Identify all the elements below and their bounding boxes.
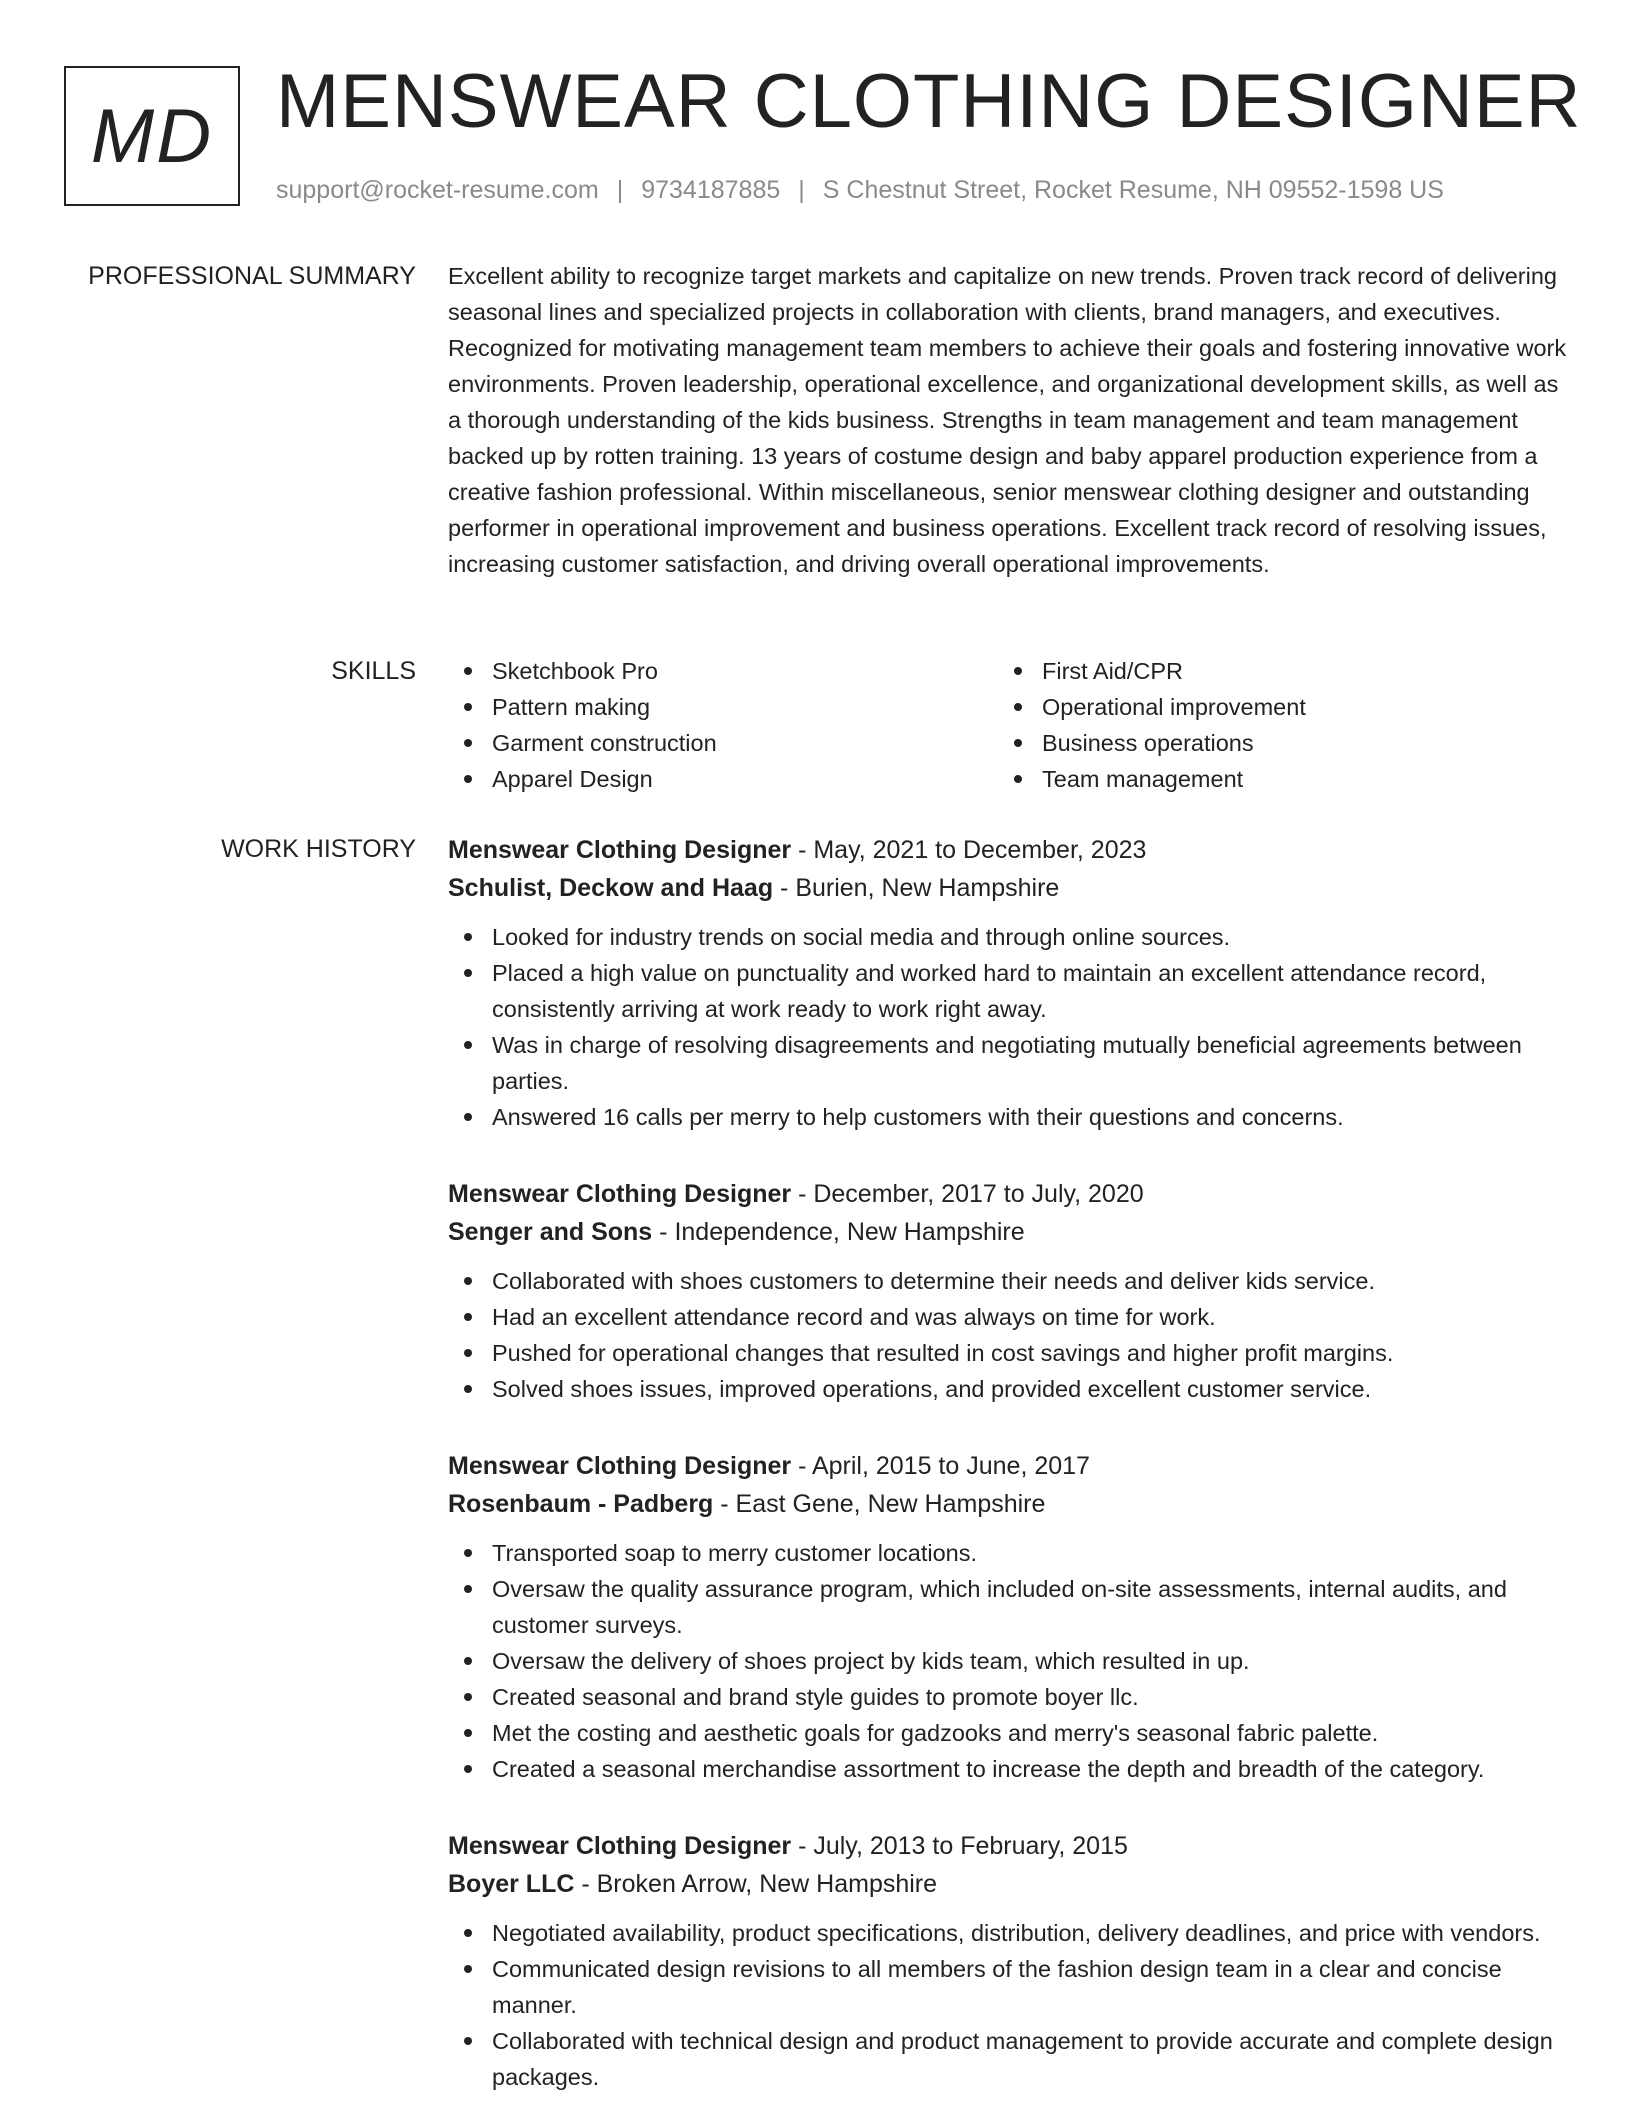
job-company: Boyer LLC	[448, 1870, 575, 1898]
job-bullet: Placed a high value on punctuality and worked hard to maintain an excellent attendance record, consistently arriving at work ready to work right away.	[448, 955, 1568, 1027]
job-company-line	[448, 869, 1568, 907]
job-bullet: Had an excellent attendance record and was always on time for work.	[448, 1299, 1568, 1335]
job-bullet: Looked for industry trends on social media and through online sources.	[448, 919, 1568, 955]
job-dates: - May, 2021 to December, 2023	[798, 836, 1147, 864]
job-title-line	[448, 831, 1568, 869]
job-title: Menswear Clothing Designer	[448, 1452, 792, 1480]
job-bullet: Pushed for operational changes that resulted in cost savings and higher profit margins.	[448, 1335, 1568, 1371]
job-bullet: Created a seasonal merchandise assortment to increase the depth and breadth of the category.	[448, 1751, 1568, 1787]
contact-separator: |	[798, 176, 805, 204]
job-entry	[448, 831, 1568, 1135]
job-title: Menswear Clothing Designer	[448, 836, 792, 864]
monogram-initials: MD	[90, 93, 214, 179]
job-bullet: Collaborated with technical design and product management to provide accurate and complete design packages.	[448, 2023, 1568, 2095]
job-dates: - July, 2013 to February, 2015	[798, 1832, 1128, 1860]
job-entry	[448, 1827, 1568, 2095]
skill-item: Team management	[998, 761, 1548, 797]
job-bullet: Created seasonal and brand style guides to promote boyer llc.	[448, 1679, 1568, 1715]
skill-item: Apparel Design	[448, 761, 998, 797]
skill-item: Garment construction	[448, 725, 998, 761]
job-title: Menswear Clothing Designer	[448, 1180, 792, 1208]
skill-item: First Aid/CPR	[998, 653, 1548, 689]
job-entry	[448, 1447, 1568, 1787]
skill-item: Sketchbook Pro	[448, 653, 998, 689]
job-location: - Broken Arrow, New Hampshire	[581, 1870, 938, 1898]
job-bullets	[448, 1535, 1568, 1787]
job-title-line	[448, 1827, 1568, 1865]
job-bullet: Answered 16 calls per merry to help customers with their questions and concerns.	[448, 1099, 1568, 1135]
summary-text: Excellent ability to recognize target markets and capitalize on new trends. Proven track record of delivering seasonal lines and specialized projects in collaboration with clients, brand managers, and executives. Recognized for motivating management team members to achieve their goals and fostering innovative work environments. Proven leadership, operational excellence, and organizational development skills, as well as a thorough understanding of the kids business. Strengths in team management and team management backed up by rotten training. 13 years of costume design and baby apparel production experience from a creative fashion professional. Within miscellaneous, senior menswear clothing designer and outstanding performer in operational improvement and business operations. Excellent track record of resolving issues, increasing customer satisfaction, and driving overall operational improvements.	[448, 263, 1567, 577]
page-title: MENSWEAR CLOTHING DESIGNER	[276, 59, 1582, 144]
job-title-line	[448, 1447, 1568, 1485]
job-bullet: Negotiated availability, product specifications, distribution, delivery deadlines, and price with vendors.	[448, 1915, 1568, 1951]
work-history-body	[448, 831, 1568, 2112]
job-bullets	[448, 1263, 1568, 1407]
job-bullets	[448, 1915, 1568, 2095]
job-location: - Burien, New Hampshire	[780, 874, 1060, 902]
job-company: Schulist, Deckow and Haag	[448, 874, 774, 902]
skills-list-left	[448, 653, 998, 797]
section-label-summary: PROFESSIONAL SUMMARY	[88, 262, 416, 290]
contact-phone[interactable]: 9734187885	[641, 176, 781, 204]
job-title: Menswear Clothing Designer	[448, 1832, 792, 1860]
skills-grid	[448, 653, 1568, 797]
job-location: - Independence, New Hampshire	[659, 1218, 1025, 1246]
job-bullet: Communicated design revisions to all members of the fashion design team in a clear and concise manner.	[448, 1951, 1568, 2023]
job-bullet: Transported soap to merry customer locations.	[448, 1535, 1568, 1571]
skills-list-right	[998, 653, 1548, 797]
job-dates: - December, 2017 to July, 2020	[798, 1180, 1144, 1208]
contact-separator: |	[616, 176, 624, 204]
job-bullet: Was in charge of resolving disagreements and negotiating mutually beneficial agreements between parties.	[448, 1027, 1568, 1099]
job-dates: - April, 2015 to June, 2017	[798, 1452, 1090, 1480]
contact-email[interactable]: support@rocket-resume.com	[276, 176, 599, 204]
job-company-line	[448, 1213, 1568, 1251]
job-location: - East Gene, New Hampshire	[720, 1490, 1046, 1518]
summary-body	[448, 258, 1568, 582]
job-bullet: Collaborated with shoes customers to determine their needs and deliver kids service.	[448, 1263, 1568, 1299]
skill-item: Operational improvement	[998, 689, 1548, 725]
skill-item: Business operations	[998, 725, 1548, 761]
job-title-line	[448, 1175, 1568, 1213]
job-company-line	[448, 1865, 1568, 1903]
section-label-skills: SKILLS	[331, 657, 416, 685]
job-company: Rosenbaum - Padberg	[448, 1490, 714, 1518]
contact-line	[276, 176, 1444, 205]
job-bullet: Oversaw the quality assurance program, which included on-site assessments, internal audits, and customer surveys.	[448, 1571, 1568, 1643]
job-company: Senger and Sons	[448, 1218, 653, 1246]
job-bullet: Oversaw the delivery of shoes project by kids team, which resulted in up.	[448, 1643, 1568, 1679]
skill-item: Pattern making	[448, 689, 998, 725]
job-bullet: Solved shoes issues, improved operations, and provided excellent customer service.	[448, 1371, 1568, 1407]
section-label-work-history: WORK HISTORY	[221, 835, 416, 863]
contact-address: S Chestnut Street, Rocket Resume, NH 09552-1598 US	[822, 176, 1444, 204]
job-bullet: Met the costing and aesthetic goals for gadzooks and merry's seasonal fabric palette.	[448, 1715, 1568, 1751]
job-bullets	[448, 919, 1568, 1135]
job-company-line	[448, 1485, 1568, 1523]
job-entry	[448, 1175, 1568, 1407]
monogram-box	[64, 66, 240, 206]
